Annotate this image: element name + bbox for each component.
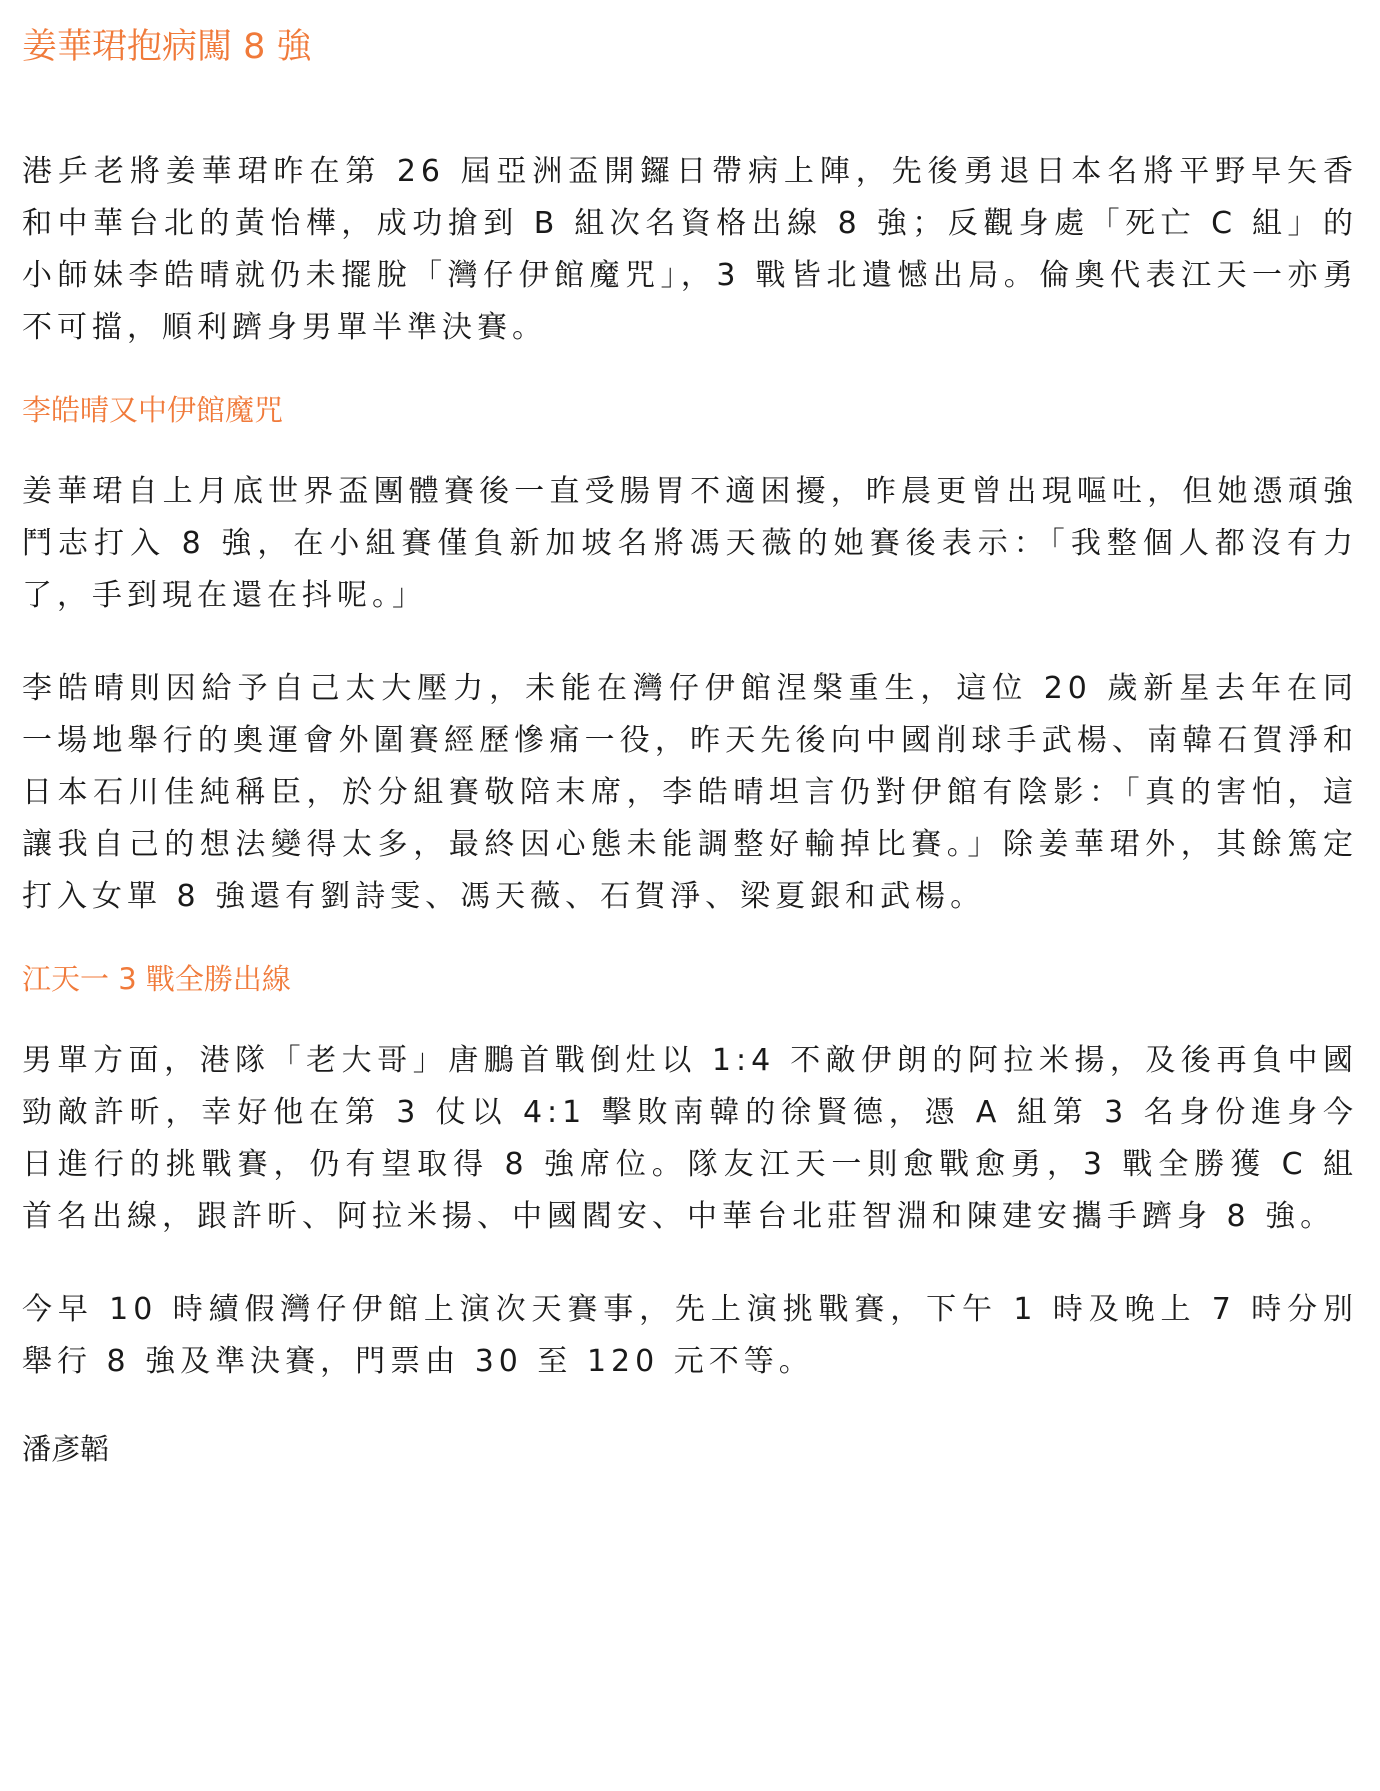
section2-paragraph-2: 今早 10 時續假灣仔伊館上演次天賽事，先上演挑戰賽，下午 1 時及晚上 7 時分別舉行 8 強及準決賽，門票由 30 至 120 元不等。: [22, 1292, 1358, 1379]
section-subhead-2: 江天一 3 戰全勝出線: [22, 962, 291, 996]
section-subhead-1: 李皓晴又中伊館魔咒: [22, 393, 284, 427]
article: [22, 24, 1358, 1469]
section2-paragraph-1: 男單方面，港隊「老大哥」唐鵬首戰倒灶以 1:4 不敵伊朗的阿拉米揚，及後再負中國勁敵許昕，幸好他在第 3 仗以 4:1 擊敗南韓的徐賢德，憑 A 組第 3 名身份進身今日進行的挑戰賽，仍有望取得 8 強席位。隊友江天一則愈戰愈勇，3 戰全勝獲 C 組首名出線，跟許昕、阿拉米揚、中國閻安、中華台北莊智淵和陳建安攜手躋身 8 強。: [22, 1043, 1358, 1234]
section1-paragraph-1: 姜華珺自上月底世界盃團體賽後一直受腸胃不適困擾，昨晨更曾出現嘔吐，但她憑頑強鬥志打入 8 強，在小組賽僅負新加坡名將馮天薇的她賽後表示：「我整個人都沒有力了，手到現在還在抖呢。」: [22, 474, 1358, 613]
section1-paragraph-2: 李皓晴則因給予自己太大壓力，未能在灣仔伊館涅槃重生，這位 20 歲新星去年在同一場地舉行的奧運會外圍賽經歷慘痛一役，昨天先後向中國削球手武楊、南韓石賀淨和日本石川佳純稱臣，於分組賽敬陪末席，李皓晴坦言仍對伊館有陰影：「真的害怕，這讓我自己的想法變得太多，最終因心態未能調整好輸掉比賽。」除姜華珺外，其餘篤定打入女單 8 強還有劉詩雯、馮天薇、石賀淨、梁夏銀和武楊。: [22, 671, 1358, 914]
intro-paragraph: 港乒老將姜華珺昨在第 26 屆亞洲盃開鑼日帶病上陣，先後勇退日本名將平野早矢香和中華台北的黃怡樺，成功搶到 B 組次名資格出線 8 強；反觀身處「死亡 C 組」的小師妹李皓晴就仍未擺脫「灣仔伊館魔咒」，3 戰皆北遺憾出局。倫奧代表江天一亦勇不可擋，順利躋身男單半準決賽。: [22, 154, 1358, 345]
article-byline: 潘彥韜: [22, 1432, 110, 1466]
article-headline: 姜華珺抱病闖 8 強: [22, 27, 312, 67]
